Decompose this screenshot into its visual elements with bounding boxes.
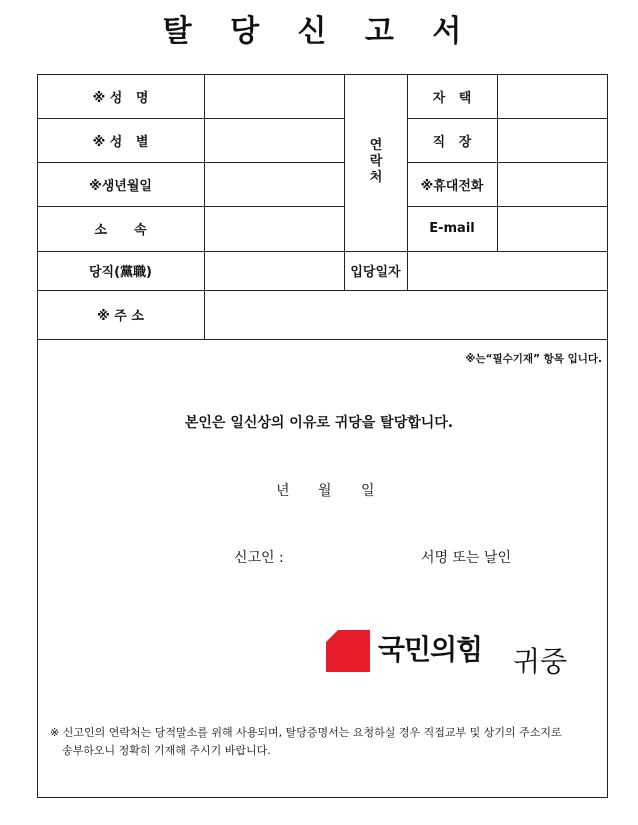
party-position-field[interactable] [205,252,344,290]
date-year: 년 [276,483,290,499]
contact-label-text: 연락처 [369,138,383,185]
party-name: 국민의힘 [378,633,483,666]
join-date-field[interactable] [408,252,607,290]
party-logo-icon [326,630,370,672]
party-position-label: 당직(黨職) [89,265,152,280]
affiliation-label: 소 속 [94,223,147,238]
required-fields-note: ※는“필수기재” 항목 입니다. [465,353,602,365]
work-phone-field[interactable] [498,119,607,162]
recipient-honorific: 귀중 [513,645,568,678]
party-logo-shape [326,630,370,672]
name-field[interactable] [205,75,344,118]
date-month: 월 [318,483,332,499]
address-field[interactable] [205,291,607,339]
footnote-line-2: 송부하오니 정확히 기재해 주시기 바랍니다. [62,744,271,757]
declaration-text: 본인은 일신상의 이유로 귀당을 탈당합니다. [184,415,454,431]
email-label: E-mail [429,221,475,236]
birthdate-field[interactable] [205,163,344,206]
gender-label: ※ 성 별 [92,134,149,150]
home-phone-label: 자 택 [432,90,472,106]
row-divider [37,339,608,340]
name-label: ※ 성 명 [92,90,149,106]
mobile-phone-label: ※휴대전화 [420,178,484,194]
date-day: 일 [361,483,375,499]
form-title: 탈 당 신 고 서 [162,14,476,49]
home-phone-field[interactable] [498,75,607,118]
affiliation-field[interactable] [205,207,344,251]
mobile-phone-field[interactable] [498,163,607,206]
birthdate-label: ※생년월일 [89,178,152,194]
gender-field[interactable] [205,119,344,162]
footnote [50,724,610,760]
contact-label [366,138,386,186]
work-phone-label: 직 장 [432,134,472,150]
signature-hint: 서명 또는 날인 [421,550,512,566]
join-date-label: 입당일자 [350,265,401,280]
footnote-line-1: ※ 신고인의 연락처는 당적말소를 위해 사용되며, 탈당증명서는 요청하실 경우 직접교부 및 상기의 주소지로 [50,726,562,739]
address-label: ※ 주 소 [97,309,144,324]
applicant-label: 신고인 : [234,550,284,566]
email-field[interactable] [498,207,607,251]
